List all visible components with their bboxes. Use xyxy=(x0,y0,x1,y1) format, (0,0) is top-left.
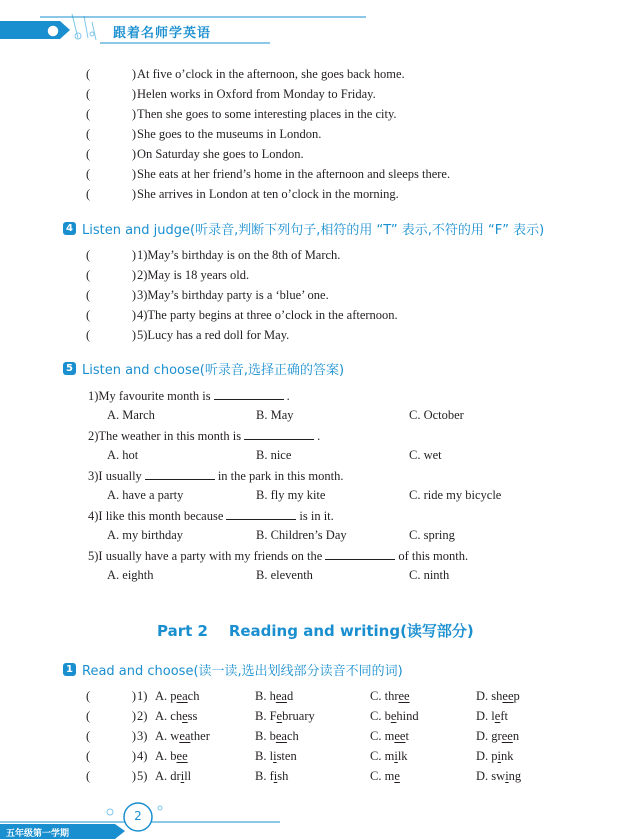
option-letter: B. xyxy=(255,749,270,763)
answer-parentheses[interactable]: ( ) xyxy=(86,749,136,763)
answer-parentheses[interactable]: ( ) xyxy=(86,769,136,783)
answer-parentheses[interactable]: ( ) xyxy=(86,709,136,723)
answer-blank[interactable] xyxy=(226,507,296,520)
answer-blank[interactable] xyxy=(244,427,314,440)
answer-parentheses[interactable]: ( ) xyxy=(86,187,136,201)
word-option[interactable] xyxy=(155,688,199,704)
answer-parentheses[interactable]: ( ) xyxy=(86,268,136,282)
word-part: p xyxy=(513,689,520,703)
answer-parentheses[interactable]: ( ) xyxy=(86,729,136,743)
judge-statement: 3)May’s birthday party is a ‘blue’ one. xyxy=(137,288,329,302)
word-part: bruary xyxy=(282,709,315,723)
word-part: dr xyxy=(170,769,181,783)
answer-option[interactable]: B. fly my kite xyxy=(256,488,326,502)
answer-option[interactable]: C. wet xyxy=(409,448,442,462)
word-option[interactable] xyxy=(476,728,519,744)
answer-option[interactable]: A. have a party xyxy=(107,488,184,502)
ordering-sentence: Then she goes to some interesting places in the city. xyxy=(137,107,397,121)
option-letter: C. xyxy=(370,749,385,763)
item-number: 3) xyxy=(137,729,148,743)
item-number: 1) xyxy=(137,689,148,703)
underlined-letters: ea xyxy=(275,729,287,743)
section-4-title xyxy=(63,219,544,238)
word-option[interactable] xyxy=(155,768,191,784)
word-part: p xyxy=(170,689,177,703)
underlined-letters: ea xyxy=(179,729,191,743)
section-1-heading: Read and choose(读一读,选出划线部分读音不同的词) xyxy=(82,664,403,679)
underlined-letters: e xyxy=(394,769,400,783)
word-part: b xyxy=(384,709,391,723)
judge-statement: 1)May’s birthday is on the 8th of March. xyxy=(137,248,341,262)
option-letter: D. xyxy=(476,769,492,783)
word-part: m xyxy=(384,769,395,783)
answer-option[interactable]: C. spring xyxy=(409,528,455,542)
section-number-badge: 1 xyxy=(63,663,76,676)
word-part: b xyxy=(170,749,177,763)
word-part: ch xyxy=(170,709,183,723)
answer-parentheses[interactable]: ( ) xyxy=(86,147,136,161)
word-part: l xyxy=(491,709,495,723)
section-number-badge: 4 xyxy=(63,222,76,235)
question-stem xyxy=(88,387,290,404)
word-part: gr xyxy=(491,729,502,743)
word-part: n xyxy=(512,729,520,743)
ordering-sentence: At five o’clock in the afternoon, she goes back home. xyxy=(137,67,405,81)
underlined-letters: i xyxy=(273,769,278,783)
word-part: l xyxy=(269,749,274,763)
word-part: thr xyxy=(384,689,399,703)
item-number: 5) xyxy=(137,769,148,783)
answer-parentheses[interactable]: ( ) xyxy=(86,87,136,101)
judge-statement: 5)Lucy has a red doll for May. xyxy=(137,328,290,342)
answer-parentheses[interactable]: ( ) xyxy=(86,308,136,322)
word-part: ch xyxy=(286,729,299,743)
question-stem xyxy=(88,467,344,484)
word-part: ll xyxy=(184,769,192,783)
answer-parentheses[interactable]: ( ) xyxy=(86,67,136,81)
option-letter: D. xyxy=(476,689,492,703)
underlined-letters: ee xyxy=(394,729,406,743)
answer-option[interactable]: B. nice xyxy=(256,448,292,462)
question-text: 5)I usually have a party with my friends on the xyxy=(88,549,323,563)
ordering-sentence: She goes to the museums in London. xyxy=(137,127,322,141)
underlined-letters: i xyxy=(180,769,185,783)
option-letter: A. xyxy=(155,769,171,783)
question-text: 4)I like this month because xyxy=(88,509,224,523)
answer-parentheses[interactable]: ( ) xyxy=(86,107,136,121)
word-part: b xyxy=(269,729,276,743)
answer-blank[interactable] xyxy=(214,387,284,400)
word-option[interactable] xyxy=(155,708,197,724)
underlined-letters: e xyxy=(390,709,397,723)
word-part: ch xyxy=(187,689,200,703)
option-letter: B. xyxy=(255,709,270,723)
underlined-letters: i xyxy=(273,749,277,763)
answer-option[interactable]: A. March xyxy=(107,408,155,422)
question-stem xyxy=(88,507,334,524)
option-letter: C. xyxy=(370,729,385,743)
series-title: 跟着名师学英语 xyxy=(113,26,212,41)
section-4-heading: Listen and judge(听录音,判断下列句子,相符的用 “T” 表示,不符的用 “F” 表示) xyxy=(82,223,545,238)
answer-option[interactable]: A. my birthday xyxy=(107,528,184,542)
option-letter: A. xyxy=(155,709,171,723)
ordering-sentence: On Saturday she goes to London. xyxy=(137,147,304,161)
underlined-letters: ea xyxy=(176,689,188,703)
answer-option[interactable]: B. Children’s Day xyxy=(256,528,347,542)
word-option[interactable] xyxy=(255,748,297,764)
footer xyxy=(0,800,619,839)
option-letter: D. xyxy=(476,729,492,743)
word-part: sten xyxy=(276,749,297,763)
part-2-title: Part 2 Reading and writing(读写部分) xyxy=(157,622,474,640)
underlined-letters: e xyxy=(494,709,501,723)
underlined-letters: ea xyxy=(275,689,287,703)
answer-parentheses[interactable]: ( ) xyxy=(86,248,136,262)
question-text-after: . xyxy=(317,429,321,443)
question-text-after: . xyxy=(286,389,290,403)
ordering-sentence: Helen works in Oxford from Monday to Friday. xyxy=(137,87,376,101)
judge-statement: 2)May is 18 years old. xyxy=(137,268,250,282)
underlined-letters: i xyxy=(497,749,502,763)
option-letter: A. xyxy=(155,749,171,763)
word-option[interactable] xyxy=(476,708,508,724)
question-text: 1)My favourite month is xyxy=(88,389,211,403)
answer-parentheses[interactable]: ( ) xyxy=(86,689,136,703)
option-letter: D. xyxy=(476,749,492,763)
question-stem xyxy=(88,547,468,564)
underlined-letters: i xyxy=(505,769,509,783)
word-part: ft xyxy=(500,709,508,723)
word-option[interactable] xyxy=(370,708,419,724)
answer-blank[interactable] xyxy=(325,547,395,560)
word-part: f xyxy=(269,769,274,783)
section-number-badge: 5 xyxy=(63,362,76,375)
option-letter: B. xyxy=(255,729,270,743)
word-part: sh xyxy=(491,689,503,703)
word-option[interactable] xyxy=(476,748,514,764)
word-option[interactable] xyxy=(370,748,408,764)
answer-parentheses[interactable]: ( ) xyxy=(86,167,136,181)
word-part: t xyxy=(405,729,409,743)
question-stem xyxy=(88,427,320,444)
option-letter: C. xyxy=(370,689,385,703)
underlined-letters: ee xyxy=(176,749,188,763)
question-text: 2)The weather in this month is xyxy=(88,429,242,443)
section-5-title xyxy=(63,359,344,378)
answer-option[interactable]: B. May xyxy=(256,408,294,422)
question-text-after: is in it. xyxy=(299,509,334,523)
word-part: w xyxy=(170,729,180,743)
word-part: p xyxy=(491,749,498,763)
word-part: ther xyxy=(190,729,210,743)
option-letter: B. xyxy=(255,769,270,783)
word-option[interactable] xyxy=(255,768,288,784)
option-letter: B. xyxy=(255,689,270,703)
answer-option[interactable]: A. hot xyxy=(107,448,139,462)
question-text: 3)I usually xyxy=(88,469,142,483)
word-part: lk xyxy=(397,749,408,763)
section-5-heading: Listen and choose(听录音,选择正确的答案) xyxy=(82,363,345,378)
word-part: d xyxy=(286,689,294,703)
answer-option[interactable]: C. ride my bicycle xyxy=(409,488,502,502)
word-option[interactable] xyxy=(155,728,210,744)
word-option[interactable] xyxy=(476,688,520,704)
word-option[interactable] xyxy=(255,688,293,704)
ordering-sentence: She eats at her friend’s home in the afternoon and sleeps there. xyxy=(137,167,451,181)
word-option[interactable] xyxy=(370,688,410,704)
header-bar xyxy=(0,0,619,50)
word-part: ng xyxy=(508,769,522,783)
option-letter: A. xyxy=(155,729,171,743)
word-part: m xyxy=(384,729,395,743)
answer-option[interactable]: A. eighth xyxy=(107,568,154,582)
judge-statement: 4)The party begins at three o’clock in the afternoon. xyxy=(137,308,398,322)
answer-parentheses[interactable]: ( ) xyxy=(86,288,136,302)
answer-option[interactable]: B. eleventh xyxy=(256,568,313,582)
option-letter: D. xyxy=(476,709,492,723)
word-option[interactable] xyxy=(370,728,409,744)
word-part: m xyxy=(384,749,395,763)
word-part: sw xyxy=(491,769,506,783)
option-letter: A. xyxy=(155,689,171,703)
underlined-letters: ee xyxy=(502,689,514,703)
option-letter: C. xyxy=(370,709,385,723)
word-option[interactable] xyxy=(255,708,315,724)
underlined-letters: e xyxy=(182,709,188,723)
page-number: 2 xyxy=(134,809,142,823)
answer-parentheses[interactable]: ( ) xyxy=(86,127,136,141)
answer-blank[interactable] xyxy=(145,467,215,480)
ordering-sentence: She arrives in London at ten o’clock in the morning. xyxy=(137,187,399,201)
word-part: nk xyxy=(501,749,514,763)
underlined-letters: ee xyxy=(398,689,410,703)
underlined-letters: e xyxy=(276,709,283,723)
word-option[interactable] xyxy=(255,728,299,744)
word-part: ss xyxy=(187,709,198,723)
question-text-after: in the park in this month. xyxy=(217,469,344,483)
word-option[interactable] xyxy=(155,748,188,764)
item-number: 2) xyxy=(137,709,148,723)
section-1-title xyxy=(63,660,403,679)
item-number: 4) xyxy=(137,749,148,763)
word-part: hind xyxy=(396,709,419,723)
word-part: sh xyxy=(277,769,289,783)
grade-label: 五年级第一学期 xyxy=(6,829,70,839)
answer-parentheses[interactable]: ( ) xyxy=(86,328,136,342)
word-part: F xyxy=(269,709,277,723)
underlined-letters: i xyxy=(394,749,398,763)
answer-option[interactable]: C. October xyxy=(409,408,464,422)
word-option[interactable] xyxy=(476,768,521,784)
option-letter: C. xyxy=(370,769,385,783)
underlined-letters: ee xyxy=(501,729,513,743)
word-part: h xyxy=(269,689,276,703)
word-option[interactable] xyxy=(370,768,400,784)
question-text-after: of this month. xyxy=(398,549,469,563)
answer-option[interactable]: C. ninth xyxy=(409,568,450,582)
